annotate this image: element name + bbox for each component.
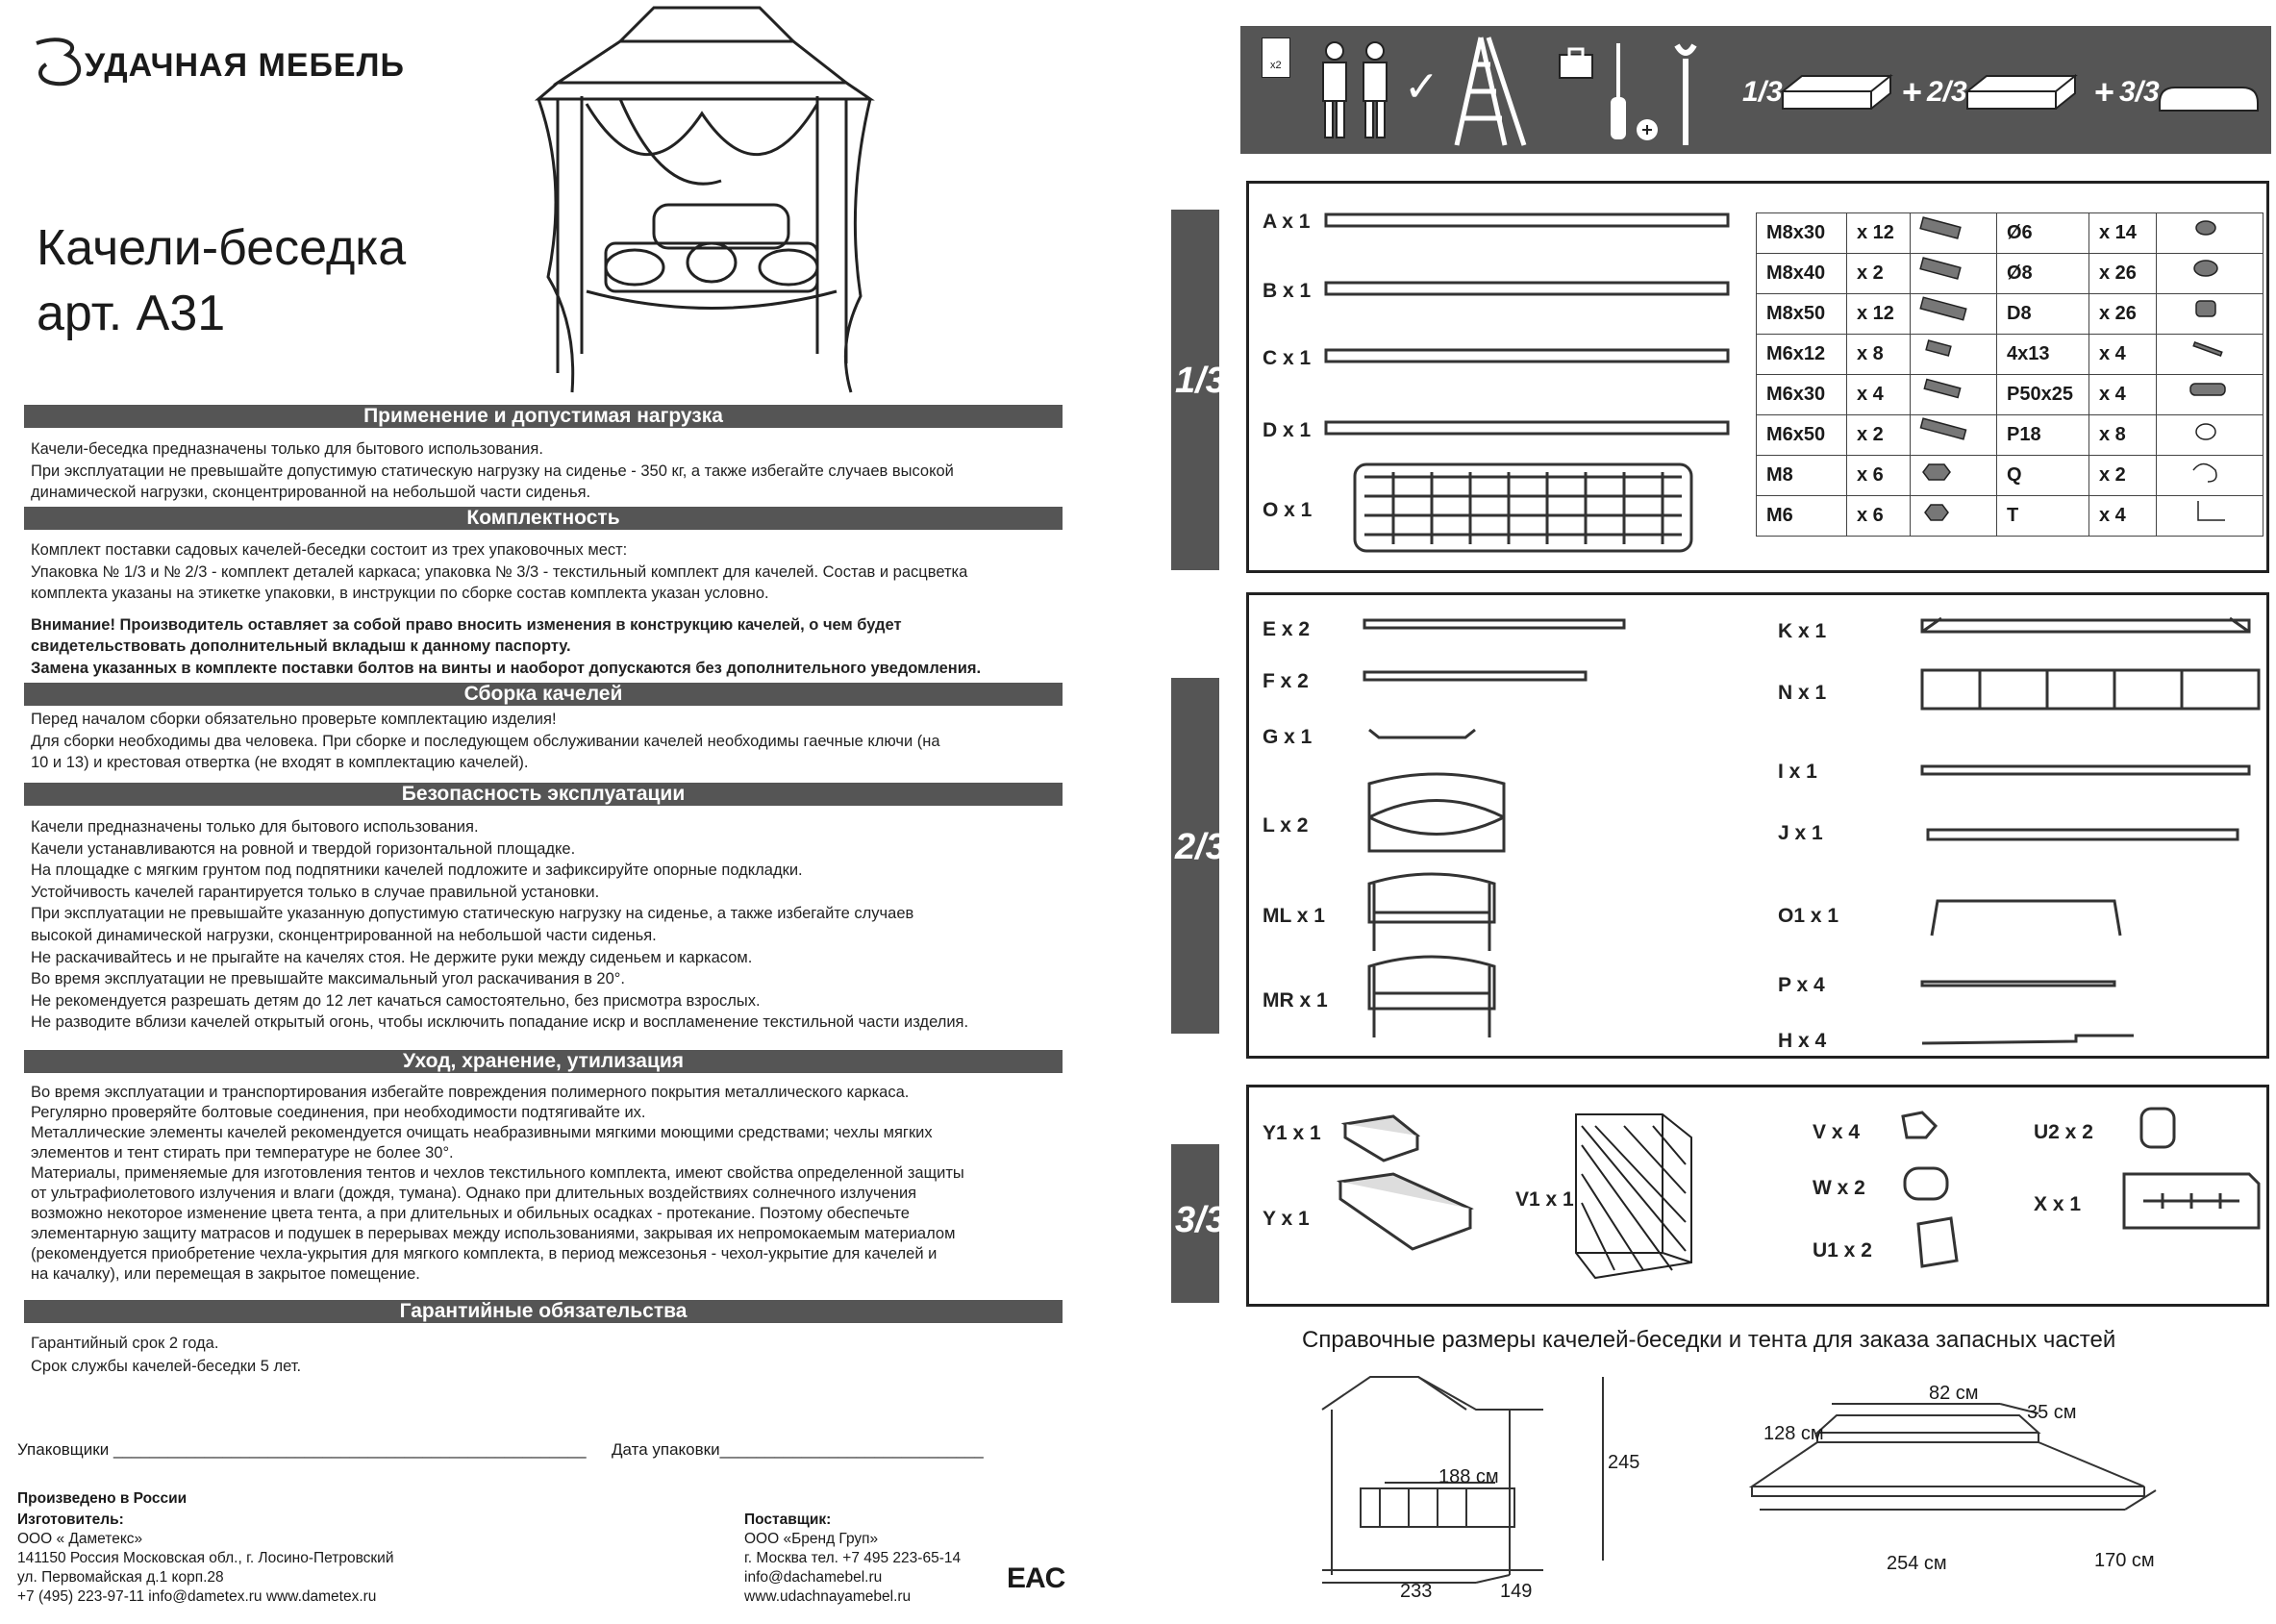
pack-date-field: Дата упаковки_____________________________ xyxy=(612,1440,984,1459)
part-label-d: D x 1 xyxy=(1263,419,1312,441)
manufacturer-line: ООО « Даметекс» xyxy=(17,1531,143,1547)
section-body-assembly xyxy=(31,709,940,774)
section-body-contents xyxy=(31,539,981,680)
part-label-n: N x 1 xyxy=(1778,682,1827,704)
part-label-y: Y x 1 xyxy=(1263,1208,1310,1230)
dim-base-length: 254 см xyxy=(1887,1553,1947,1574)
text-line: Для сборки необходимы два человека. При сборке и последующем обслуживании качелей необходимы гаечные ключи (на xyxy=(31,732,940,750)
section-heading-assembly: Сборка качелей xyxy=(24,683,1063,706)
plus-sign: + xyxy=(2094,72,2115,112)
text-line: Не раскачивайтесь и не прыгайте на качелях стоя. Не держите руки между сиденьем и каркасом. xyxy=(31,948,753,966)
section-heading-care: Уход, хранение, утилизация xyxy=(24,1050,1063,1073)
text-line: На площадке с мягким грунтом под подпятники качелей подложите и зафиксируйте опорные подкладки. xyxy=(31,862,803,880)
package-label-2: 2/3 xyxy=(1175,827,1226,867)
package-label-3: 3/3 xyxy=(1175,1200,1226,1240)
text-line: Гарантийный срок 2 года. xyxy=(31,1335,219,1352)
text-line: Качели предназначены только для бытового использования. xyxy=(31,818,479,836)
supplier-line: www.udachnayamebel.ru xyxy=(744,1588,912,1605)
text-line: 10 и 13) и крестовая отвертка (не входят в комплектацию качелей). xyxy=(31,754,529,772)
section-heading-contents: Комплектность xyxy=(24,507,1063,530)
manufacturer-line: 141150 Россия Московская обл., г. Лосино-Петровский xyxy=(17,1550,394,1566)
part-label-e: E x 2 xyxy=(1263,618,1311,640)
part-label-mr: MR x 1 xyxy=(1263,989,1328,1012)
hw-qty: x 12 xyxy=(1847,213,1911,254)
dimensions-title: Справочные размеры качелей-беседки и тента для заказа запасных частей xyxy=(1302,1327,2116,1353)
plus-sign: + xyxy=(1902,72,1923,112)
dim-side: 128 см xyxy=(1763,1423,1824,1444)
pack1-fraction: 1/3 xyxy=(1742,76,1783,108)
hw-name: M8x30 xyxy=(1757,213,1847,254)
product-title-line2: арт. А31 xyxy=(37,286,226,341)
product-illustration xyxy=(529,8,1077,373)
manufacturer-block xyxy=(17,1511,393,1607)
frame-pack1-icon xyxy=(1779,72,1894,114)
dim-base-width: 170 см xyxy=(2094,1550,2155,1571)
people-badge-box xyxy=(1262,37,1290,78)
made-in: Произведено в России xyxy=(17,1490,188,1507)
hw-name: M8x50 xyxy=(1757,294,1847,335)
eac-mark: EAC xyxy=(1007,1562,1065,1594)
part-label-o: O x 1 xyxy=(1263,499,1313,521)
hw-name: Ø6 xyxy=(1997,213,2089,254)
hw-qty: x 8 xyxy=(1847,335,1911,375)
text-line: Регулярно проверяйте болтовые соединения, при необходимости подтягивайте их. xyxy=(31,1104,646,1121)
part-label-k: K x 1 xyxy=(1778,620,1827,642)
supplier-heading: Поставщик: xyxy=(744,1512,832,1528)
text-line: возможно некоторое изменение цвета тента, а при длительных и обильных осадках - протекание. Поэтому обеспечьте xyxy=(31,1205,910,1222)
part-label-v1: V1 x 1 xyxy=(1515,1188,1574,1211)
product-title-line1: Качели-беседка xyxy=(37,220,407,276)
hw-name: M6x50 xyxy=(1757,415,1847,456)
panel-package-3 xyxy=(1246,1085,2269,1307)
supplier-line: г. Москва тел. +7 495 223-65-14 xyxy=(744,1550,962,1566)
hw-name: M6x30 xyxy=(1757,375,1847,415)
dim-height: 245 xyxy=(1608,1452,1640,1473)
section-body-usage xyxy=(31,438,954,504)
hw-name: M8 xyxy=(1757,456,1847,496)
part-label-i: I x 1 xyxy=(1778,761,1817,783)
hw-qty: x 8 xyxy=(2089,415,2157,456)
supplier-line: info@dachamebel.ru xyxy=(744,1569,883,1586)
hardware-icons xyxy=(1756,212,2265,549)
dim-top-width: 82 см xyxy=(1929,1383,1979,1404)
section-heading-safety: Безопасность эксплуатации xyxy=(24,783,1063,806)
parts-drawings-3 xyxy=(1249,1087,2259,1304)
check-icon: ✓ xyxy=(1404,63,1439,111)
hw-qty: x 6 xyxy=(1847,496,1911,537)
text-line: динамической нагрузки, сконцентрированной на небольшой части сиденья. xyxy=(31,484,591,502)
hw-qty: x 12 xyxy=(1847,294,1911,335)
hw-qty: x 4 xyxy=(2089,496,2157,537)
manufacturer-line: +7 (495) 223-97-11 info@dametex.ru www.dametex.ru xyxy=(17,1588,377,1605)
hw-qty: x 4 xyxy=(2089,335,2157,375)
hw-qty: x 4 xyxy=(1847,375,1911,415)
screw-head-icon xyxy=(1635,117,1660,142)
text-line: элементарную защиту матрасов и подушек в перерывах между использованиями, закрывая их непромокаемым материалом xyxy=(31,1225,956,1242)
dim-length: 233 xyxy=(1400,1581,1433,1602)
toolbox-icon xyxy=(1558,47,1596,82)
hw-name: P50x25 xyxy=(1997,375,2089,415)
text-line: от ультрафиолетового излучения и влаги (дождя, тумана). Однако при длительных воздействиях солнечного излучения xyxy=(31,1185,917,1202)
dim-top-depth: 35 см xyxy=(2027,1402,2077,1423)
part-label-a: A x 1 xyxy=(1263,211,1311,233)
part-label-x: X x 1 xyxy=(2034,1193,2082,1215)
supplier-line: ООО «Бренд Груп» xyxy=(744,1531,879,1547)
text-line: элементов и тент стирать при температуре не более 30°. xyxy=(31,1144,454,1162)
canopy-dimension-drawing xyxy=(1740,1394,2163,1567)
notice-line: Замена указанных в комплекте поставки болтов на винты и наоборот допускаются без дополнительного уведомления. xyxy=(31,659,982,677)
text-line: Срок службы качелей-беседки 5 лет. xyxy=(31,1358,302,1375)
hw-name: 4x13 xyxy=(1997,335,2089,375)
text-line: Перед началом сборки обязательно проверьте комплектацию изделия! xyxy=(31,711,557,728)
manufacturer-heading: Изготовитель: xyxy=(17,1512,124,1528)
panel-package-2 xyxy=(1246,592,2269,1059)
hw-name: P18 xyxy=(1997,415,2089,456)
text-line: комплекта указаны на этикетке упаковки, в инструкции по сборке состав комплекта указан условно. xyxy=(31,585,769,603)
brand-logo xyxy=(29,34,433,91)
hw-name: Ø8 xyxy=(1997,254,2089,294)
wrench-icon xyxy=(1669,41,1702,147)
part-label-p: P x 4 xyxy=(1778,974,1825,996)
text-line: Качели устанавливаются на ровной и твердой горизонтальной площадке. xyxy=(31,839,576,858)
tools-strip xyxy=(1240,26,2271,154)
hw-name: Q xyxy=(1997,456,2089,496)
supplier-block xyxy=(744,1511,961,1607)
section-body-care xyxy=(31,1083,964,1285)
part-label-ml: ML x 1 xyxy=(1263,905,1325,927)
panel-package-1 xyxy=(1246,181,2269,573)
hw-qty: x 2 xyxy=(1847,254,1911,294)
part-label-y1: Y1 x 1 xyxy=(1263,1122,1321,1144)
part-label-b: B x 1 xyxy=(1263,280,1312,302)
section-body-warranty xyxy=(31,1332,301,1378)
text-line: Металлические элементы качелей рекомендуется очищать неабразивными мягкими моющими средствами; чехлы мягких xyxy=(31,1124,933,1141)
text-line: Во время эксплуатации не превышайте максимальный угол раскачивания в 20°. xyxy=(31,970,625,988)
hw-qty: x 4 xyxy=(2089,375,2157,415)
manufacturer-line: ул. Первомайская д.1 корп.28 xyxy=(17,1569,224,1586)
hw-qty: x 14 xyxy=(2089,213,2157,254)
part-label-u2: U2 x 2 xyxy=(2034,1121,2093,1143)
part-label-o1: O1 x 1 xyxy=(1778,905,1839,927)
parts-drawings-1 xyxy=(1326,184,1739,568)
ladder-icon xyxy=(1452,37,1529,148)
part-label-f: F x 2 xyxy=(1263,670,1309,692)
section-heading-warranty: Гарантийные обязательства xyxy=(24,1300,1063,1323)
people-icon xyxy=(1315,39,1402,145)
hw-name: T xyxy=(1997,496,2089,537)
part-label-w: W x 2 xyxy=(1813,1177,1865,1199)
notice-line: Внимание! Производитель оставляет за собой право вносить изменения в конструкцию качелей, о чем будет xyxy=(31,615,902,634)
pack3-fraction: 3/3 xyxy=(2119,76,2160,108)
hw-qty: x 26 xyxy=(2089,254,2157,294)
part-label-j: J x 1 xyxy=(1778,822,1823,844)
hw-qty: x 26 xyxy=(2089,294,2157,335)
hw-name: M8x40 xyxy=(1757,254,1847,294)
part-label-l: L x 2 xyxy=(1263,814,1309,837)
part-label-c: C x 1 xyxy=(1263,347,1312,369)
hw-name: M6x12 xyxy=(1757,335,1847,375)
frame-pack2-icon xyxy=(1963,72,2079,114)
text-line: При эксплуатации не превышайте указанную допустимую статическую нагрузку на сиденье, а также избегайте случаев xyxy=(31,905,914,923)
text-line: При эксплуатации не превышайте допустимую статическую нагрузку на сиденье - 350 кг, а также избегайте случаев высокой xyxy=(31,462,954,480)
text-line: Не рекомендуется разрешать детям до 12 лет качаться самостоятельно, без присмотра взрослых. xyxy=(31,991,761,1010)
text-line: Устойчивость качелей гарантируется только в случае правильной установки. xyxy=(31,883,600,901)
text-line: Упаковка № 1/3 и № 2/3 - комплект деталей каркаса; упаковка № 3/3 - текстильный комплект для качелей. Состав и расцветка xyxy=(31,562,968,581)
dim-seat-length: 188 см xyxy=(1438,1466,1499,1487)
notice-line: свидетельствовать дополнительный вкладыш к данному паспорту. xyxy=(31,637,571,656)
text-line: на качалку), или перемещая в закрытое помещение. xyxy=(31,1265,420,1283)
section-heading-usage: Применение и допустимая нагрузка xyxy=(24,405,1063,428)
part-label-g: G x 1 xyxy=(1263,726,1313,748)
parts-drawings-2 xyxy=(1249,595,2259,1057)
text-line: высокой динамической нагрузки, сконцентрированной на небольшой части сиденья. xyxy=(31,926,657,944)
dim-depth: 149 xyxy=(1500,1581,1533,1602)
package-label-1: 1/3 xyxy=(1175,361,1226,401)
hw-qty: x 2 xyxy=(2089,456,2157,496)
text-line: Не разводите вблизи качелей открытый огонь, чтобы исключить попадание искр и воспламенение текстильной части изделия. xyxy=(31,1013,969,1032)
section-body-safety xyxy=(31,816,968,1034)
pack2-fraction: 2/3 xyxy=(1927,76,1967,108)
packers-field: Упаковщики ____________________________________________________ xyxy=(17,1440,587,1459)
hw-qty: x 6 xyxy=(1847,456,1911,496)
part-label-v: V x 4 xyxy=(1813,1121,1861,1143)
people-badge: x2 xyxy=(1270,60,1282,71)
text-line: Комплект поставки садовых качелей-беседки состоит из трех упаковочных мест: xyxy=(31,541,628,559)
hw-name: M6 xyxy=(1757,496,1847,537)
screwdriver-icon xyxy=(1604,43,1633,149)
text-line: (рекомендуется приобретение чехла-укрытия для мягкого комплекта, в период межсезонья - чехол-укрытие для качелей и xyxy=(31,1245,938,1262)
part-label-h: H x 4 xyxy=(1778,1030,1827,1052)
textile-pack3-icon xyxy=(2156,74,2262,116)
logo-text: УДАЧНАЯ МЕБЕЛЬ xyxy=(85,47,405,84)
text-line: Во время эксплуатации и транспортирования избегайте повреждения полимерного покрытия металлического каркаса. xyxy=(31,1084,910,1101)
part-label-u1: U1 x 2 xyxy=(1813,1239,1872,1262)
hw-name: D8 xyxy=(1997,294,2089,335)
text-line: Материалы, применяемые для изготовления тентов и чехлов текстильного комплекта, имеют свойства определенной защиты xyxy=(31,1164,964,1182)
hw-qty: x 2 xyxy=(1847,415,1911,456)
text-line: Качели-беседка предназначены только для бытового использования. xyxy=(31,440,543,458)
